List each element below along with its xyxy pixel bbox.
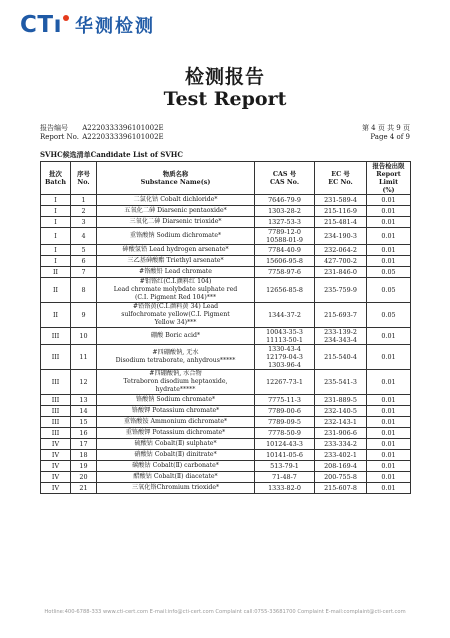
logo-wordmark: CT: [20, 12, 54, 38]
header-batch: 批次 Batch: [41, 162, 71, 195]
table-row: [41, 395, 411, 406]
cell-substance-line: #铅铬黄(C.I.颜料黄 34) Lead: [132, 303, 219, 310]
cell-ec: [315, 439, 367, 450]
cell-batch: III: [41, 370, 71, 395]
cell-substance-line: 硫酸钴 Cobalt(Ⅱ) sulphate*: [134, 440, 217, 447]
cell-batch: III: [41, 345, 71, 370]
cell-ec: [315, 195, 367, 206]
cell-cas-line: 1333-82-0: [268, 484, 301, 492]
cell-cas-line: 1330-43-4: [268, 345, 301, 353]
cell-substance: [97, 472, 255, 483]
cell-no: 15: [71, 417, 97, 428]
cell-cas-line: 11113-50-1: [266, 336, 303, 344]
table-row: [41, 267, 411, 278]
cell-ec-line: 231-846-0: [324, 268, 357, 276]
cell-no: 8: [71, 278, 97, 303]
cell-limit: 0.01: [367, 256, 411, 267]
cell-cas-line: 7789-12-0: [268, 228, 301, 236]
cell-substance-line: 重铬酸钾 Potassium dichromate*: [125, 429, 226, 436]
cell-limit: 0.05: [367, 278, 411, 303]
cell-substance-line: Lead chromate molybdate sulphate red: [113, 286, 238, 293]
cell-substance: [97, 245, 255, 256]
cell-substance: [97, 439, 255, 450]
cell-ec-line: 234-190-3: [324, 232, 357, 240]
cell-ec: [315, 428, 367, 439]
table-row: [41, 245, 411, 256]
cell-cas-line: 71-48-7: [272, 473, 297, 481]
cell-no: 2: [71, 206, 97, 217]
cell-cas: [255, 228, 315, 245]
cell-substance: [97, 278, 255, 303]
cell-substance: [97, 206, 255, 217]
cell-substance: [97, 417, 255, 428]
cell-substance: [97, 461, 255, 472]
cell-no: 3: [71, 217, 97, 228]
cell-cas: [255, 245, 315, 256]
cell-ec: [315, 472, 367, 483]
table-row: [41, 195, 411, 206]
table-row: [41, 483, 411, 494]
cell-batch: I: [41, 256, 71, 267]
table-row: [41, 256, 411, 267]
cell-batch: IV: [41, 461, 71, 472]
table-row: [41, 278, 411, 303]
cell-ec-line: 215-607-8: [324, 484, 357, 492]
cell-ec-line: 233-139-2: [324, 328, 357, 336]
cell-cas-line: 7758-97-6: [268, 268, 301, 276]
cell-batch: II: [41, 303, 71, 328]
cell-substance-line: #铬酸铅 Lead chromate: [139, 268, 212, 275]
cell-no: 9: [71, 303, 97, 328]
cell-limit: 0.01: [367, 483, 411, 494]
table-row: [41, 439, 411, 450]
logo-dot-icon: [63, 15, 69, 21]
cell-cas-line: 10141-05-6: [266, 451, 303, 459]
logo-letter-i: ı: [53, 12, 62, 38]
cell-ec-line: 234-343-4: [324, 336, 357, 344]
page-number-en: Page 4 of 9: [370, 133, 410, 141]
cell-ec: [315, 328, 367, 345]
cell-substance-line: 三氧化铬Chromium trioxide*: [131, 484, 220, 491]
cell-substance: [97, 217, 255, 228]
cell-limit: 0.01: [367, 472, 411, 483]
cell-cas: [255, 450, 315, 461]
cell-ec-line: 231-589-4: [324, 196, 357, 204]
cell-substance-line: hydrate*****: [155, 386, 196, 393]
cell-cas: [255, 278, 315, 303]
cell-ec-line: 215-116-9: [324, 207, 357, 215]
cell-substance: [97, 370, 255, 395]
svhc-table: [40, 161, 411, 494]
cell-no: 13: [71, 395, 97, 406]
cell-batch: I: [41, 245, 71, 256]
header-limit: 报告检出限 Report Limit (%): [367, 162, 411, 195]
cell-substance-line: Tetraboron disodium heptaoxide,: [123, 378, 228, 385]
cell-ec-line: 233-334-2: [324, 440, 357, 448]
cell-cas-line: 15606-95-8: [266, 257, 303, 265]
cell-substance-line: 三氧化二砷 Diarsenic trioxide*: [129, 218, 222, 225]
section-title: SVHC候选清单Candidate List of SVHC: [40, 150, 183, 159]
page-number-block: [362, 124, 410, 142]
cell-substance: [97, 428, 255, 439]
cell-batch: I: [41, 195, 71, 206]
cell-limit: 0.01: [367, 450, 411, 461]
cell-substance-line: 硼酸 Boric acid*: [150, 332, 201, 339]
cell-substance: [97, 345, 255, 370]
title-english: Test Report: [163, 88, 287, 110]
cell-ec: [315, 461, 367, 472]
cell-ec-line: 200-755-8: [324, 473, 357, 481]
cell-no: 19: [71, 461, 97, 472]
table-row: [41, 328, 411, 345]
cell-no: 5: [71, 245, 97, 256]
cti-logo: [20, 12, 155, 38]
cell-ec-line: 231-906-6: [324, 429, 357, 437]
logo-chinese-name: 华测检测: [74, 16, 155, 37]
cell-cas: [255, 206, 315, 217]
cell-substance-line: (C.I. Pigment Red 104)***: [134, 294, 217, 301]
cell-substance: [97, 450, 255, 461]
cell-no: 18: [71, 450, 97, 461]
table-row: [41, 461, 411, 472]
table-body: [41, 195, 411, 494]
cell-cas-line: 1303-28-2: [268, 207, 301, 215]
cell-ec-line: 215-481-4: [324, 218, 357, 226]
cell-no: 11: [71, 345, 97, 370]
cell-cas: [255, 428, 315, 439]
cell-substance: [97, 328, 255, 345]
cell-substance-line: 二氯化钴 Cobalt dichloride*: [133, 196, 218, 203]
cell-cas: [255, 395, 315, 406]
cell-substance-line: Disodium tetraborate, anhydrous*****: [115, 357, 236, 364]
cell-ec: [315, 267, 367, 278]
table-row: [41, 370, 411, 395]
cell-cas: [255, 303, 315, 328]
cell-ec: [315, 217, 367, 228]
cell-limit: 0.01: [367, 195, 411, 206]
cell-no: 1: [71, 195, 97, 206]
cell-cas: [255, 345, 315, 370]
cell-no: 7: [71, 267, 97, 278]
cell-ec: [315, 450, 367, 461]
cell-ec-line: 233-402-1: [324, 451, 357, 459]
table-row: [41, 228, 411, 245]
cell-substance: [97, 395, 255, 406]
cell-cas-line: 12179-04-3: [266, 353, 303, 361]
header-ec: EC 号 EC No.: [315, 162, 367, 195]
table-header-row: [41, 162, 411, 195]
cell-no: 4: [71, 228, 97, 245]
cell-limit: 0.01: [367, 395, 411, 406]
cell-limit: 0.01: [367, 417, 411, 428]
cell-cas: [255, 483, 315, 494]
cell-ec-line: 215-540-4: [324, 353, 357, 361]
cell-substance-line: Yellow 34)***: [154, 319, 197, 326]
cell-substance-line: #四硼酸钠, 无水: [152, 349, 199, 356]
cell-limit: 0.01: [367, 439, 411, 450]
cell-cas-line: 7789-00-6: [268, 407, 301, 415]
cell-cas-line: 1344-37-2: [268, 311, 301, 319]
cell-ec: [315, 245, 367, 256]
cell-cas: [255, 256, 315, 267]
cell-substance-line: 碳酸钴 Cobalt(Ⅱ) carbonate*: [132, 462, 219, 469]
cell-ec: [315, 417, 367, 428]
cell-cas: [255, 217, 315, 228]
cell-cas-line: 10588-01-9: [266, 236, 303, 244]
cell-batch: IV: [41, 450, 71, 461]
table-row: [41, 406, 411, 417]
cell-substance-line: 砷酸氢铅 Lead hydrogen arsenate*: [122, 246, 229, 253]
cell-substance-line: 铬酸钾 Potassium chromate*: [131, 407, 220, 414]
cell-cas-line: 513-79-1: [270, 462, 299, 470]
table-row: [41, 417, 411, 428]
report-no-label-en: Report No.: [40, 133, 79, 141]
cell-substance: [97, 483, 255, 494]
cell-ec-line: 232-143-1: [324, 418, 357, 426]
cell-ec-line: 215-693-7: [324, 311, 357, 319]
cell-limit: 0.01: [367, 328, 411, 345]
cell-cas: [255, 328, 315, 345]
cell-no: 14: [71, 406, 97, 417]
cell-substance-line: 硝酸钴 Cobalt(Ⅱ) dinitrate*: [134, 451, 217, 458]
cell-limit: 0.01: [367, 345, 411, 370]
cell-ec: [315, 256, 367, 267]
cell-substance: [97, 195, 255, 206]
cell-limit: 0.01: [367, 461, 411, 472]
cell-limit: 0.01: [367, 406, 411, 417]
cell-batch: III: [41, 417, 71, 428]
cell-cas: [255, 267, 315, 278]
cell-no: 16: [71, 428, 97, 439]
cell-substance-line: sulfochromate yellow(C.I. Pigment: [121, 311, 230, 318]
cell-batch: II: [41, 278, 71, 303]
cell-substance: [97, 267, 255, 278]
cell-limit: 0.01: [367, 217, 411, 228]
table-row: [41, 303, 411, 328]
cell-cas: [255, 461, 315, 472]
cell-cas: [255, 472, 315, 483]
report-number-block: [40, 124, 164, 142]
cell-no: 10: [71, 328, 97, 345]
cell-cas: [255, 370, 315, 395]
cell-batch: IV: [41, 472, 71, 483]
cell-limit: 0.01: [367, 370, 411, 395]
cell-batch: III: [41, 406, 71, 417]
table-row: [41, 217, 411, 228]
cell-limit: 0.05: [367, 303, 411, 328]
cell-substance-line: 铬酸钠 Sodium chromate*: [135, 396, 216, 403]
cell-substance-line: 三乙基砷酸酯 Triethyl arsenate*: [127, 257, 224, 264]
cell-cas-line: 1327-53-3: [268, 218, 301, 226]
cell-substance: [97, 256, 255, 267]
header-no: 序号 No.: [71, 162, 97, 195]
cell-substance-line: 重铬酸钠 Sodium dichromate*: [129, 232, 222, 239]
cell-cas-line: 7646-79-9: [268, 196, 301, 204]
cell-no: 17: [71, 439, 97, 450]
cell-ec: [315, 345, 367, 370]
cell-cas-line: 7778-50-9: [268, 429, 301, 437]
cell-substance: [97, 228, 255, 245]
cell-no: 6: [71, 256, 97, 267]
table-row: [41, 206, 411, 217]
cell-limit: 0.01: [367, 206, 411, 217]
cell-batch: I: [41, 228, 71, 245]
cell-substance-line: #四硼酸钠, 水合物: [149, 370, 202, 377]
cell-ec-line: 208-169-4: [324, 462, 357, 470]
report-no-value-cn: A2220333396101002E: [82, 124, 164, 132]
cell-ec: [315, 395, 367, 406]
page-number-cn: 第 4 页 共 9 页: [361, 124, 410, 132]
cell-ec: [315, 278, 367, 303]
cell-ec-line: 231-889-5: [324, 396, 357, 404]
cell-cas-line: 7789-09-5: [268, 418, 301, 426]
cell-ec-line: 427-700-2: [324, 257, 357, 265]
cell-ec: [315, 406, 367, 417]
cell-substance-line: 五氧化二砷 Diarsenic pentaoxide*: [124, 207, 227, 214]
cell-cas-line: 7775-11-3: [268, 396, 301, 404]
cell-limit: 0.01: [367, 245, 411, 256]
cell-batch: II: [41, 267, 71, 278]
cell-limit: 0.05: [367, 267, 411, 278]
cell-batch: I: [41, 217, 71, 228]
cell-batch: IV: [41, 483, 71, 494]
table-row: [41, 345, 411, 370]
cell-ec: [315, 228, 367, 245]
title-chinese: 检测报告: [184, 66, 265, 88]
cell-no: 21: [71, 483, 97, 494]
cell-cas: [255, 417, 315, 428]
cell-substance-line: #钼铬红(C.I.颜料红 104): [139, 278, 212, 285]
cell-batch: I: [41, 206, 71, 217]
footer-contact: Hotline:400-6788-333 www.cti-cert.com E-mail:info@cti-cert.com Complaint call:0755-33681700 Complaint E-mail:complaint@cti-cert.com: [44, 609, 406, 615]
header-cas: CAS 号 CAS No.: [255, 162, 315, 195]
cell-ec-line: 232-064-2: [324, 246, 357, 254]
cell-cas-line: 10124-43-3: [266, 440, 303, 448]
cell-ec: [315, 483, 367, 494]
cell-substance: [97, 303, 255, 328]
cell-ec-line: 235-759-9: [324, 286, 357, 294]
cell-ec: [315, 303, 367, 328]
cell-cas-line: 7784-40-9: [268, 246, 301, 254]
cell-cas: [255, 439, 315, 450]
cell-limit: 0.01: [367, 228, 411, 245]
cell-substance: [97, 406, 255, 417]
cell-batch: III: [41, 428, 71, 439]
cell-ec-line: 235-541-3: [324, 378, 357, 386]
cell-batch: III: [41, 395, 71, 406]
cell-ec-line: 232-140-5: [324, 407, 357, 415]
report-no-value-en: A2220333396101002E: [82, 133, 164, 141]
cell-substance-line: 重铬酸铵 Ammonium dichromate*: [123, 418, 228, 425]
cell-ec: [315, 206, 367, 217]
table-row: [41, 428, 411, 439]
cell-cas-line: 12267-73-1: [266, 378, 303, 386]
table-row: [41, 450, 411, 461]
cell-no: 12: [71, 370, 97, 395]
cell-batch: IV: [41, 439, 71, 450]
cell-cas-line: 12656-85-8: [266, 286, 303, 294]
cell-cas-line: 10043-35-3: [266, 328, 303, 336]
cell-cas-line: 1303-96-4: [268, 361, 301, 369]
cell-cas: [255, 195, 315, 206]
cell-cas: [255, 406, 315, 417]
cell-batch: III: [41, 328, 71, 345]
header-substance: 物质名称 Substance Name(s): [97, 162, 255, 195]
cell-limit: 0.01: [367, 428, 411, 439]
report-no-label-cn: 报告编号: [40, 124, 68, 132]
cell-substance-line: 醋酸钴 Cobalt(Ⅱ) diacetate*: [133, 473, 218, 480]
table-row: [41, 472, 411, 483]
cell-no: 20: [71, 472, 97, 483]
cell-ec: [315, 370, 367, 395]
